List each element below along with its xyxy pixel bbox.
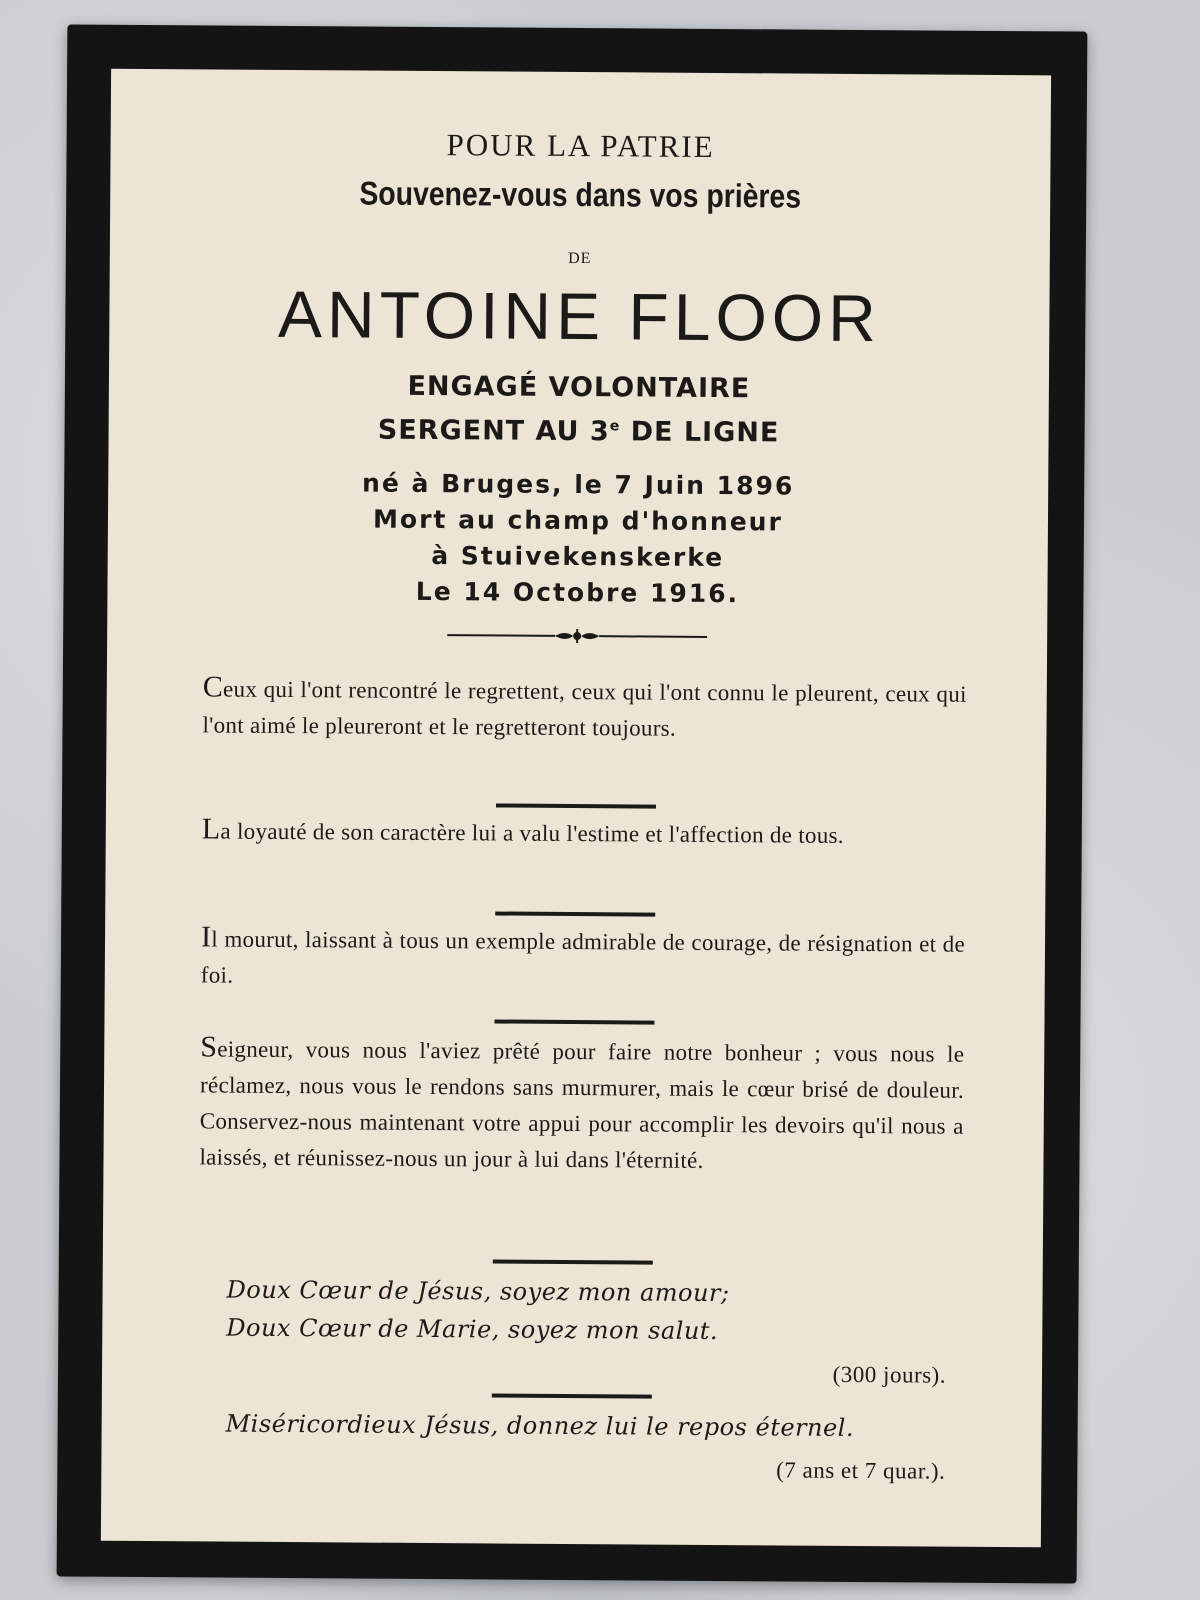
paragraph-3-initial: I — [200, 920, 212, 954]
ornament-divider — [447, 627, 707, 645]
card-inner — [101, 69, 1051, 1548]
born-line: né à Bruges, le 7 Juin 1896 — [362, 468, 795, 501]
divider-rule — [493, 1259, 653, 1264]
memorial-card — [57, 24, 1088, 1583]
indulgence-2: (7 ans et 7 quar.). — [776, 1457, 946, 1484]
rank-line-1: ENGAGÉ VOLONTAIRE — [407, 370, 751, 405]
paragraph-4 — [199, 1029, 964, 1180]
paragraph-2 — [202, 811, 966, 854]
paragraph-4-initial: S — [200, 1030, 218, 1064]
prayer-line-3: Miséricordieux Jésus, donnez lui le repos éternel. — [225, 1409, 855, 1442]
died-place: à Stuivekenskerke — [431, 541, 725, 573]
paragraph-3-text: l mourut, laissant à tous un exemple admirable de courage, de résignation et de foi. — [200, 926, 966, 988]
paragraph-1-text: eux qui l'ont rencontré le regrettent, ceux qui l'ont connu le pleurent, ceux qui l'ont aimé le pleureront et le regretteront toujours. — [202, 676, 967, 741]
paragraph-2-text: a loyauté de son caractère lui a valu l'estime et l'affection de tous. — [220, 818, 844, 848]
died-line: Mort au champ d'honneur — [373, 504, 783, 537]
paragraph-4-text: eigneur, vous nous l'aviez prêté pour faire notre bonheur ; vous nous le réclamez, nous vous le rendons sans murmurer, mais le cœur brisé de douleur. Conservez-nous maintenant votre appui pour accomplir les devoirs qu'il nous a laissés, et réunissez-nous un jour à lui dans l'éternité. — [199, 1036, 965, 1173]
rank-line-2 — [109, 413, 1049, 451]
divider-rule — [495, 911, 655, 916]
deceased-name: ANTOINE FLOOR — [277, 276, 882, 356]
rank-line-2-before: SERGENT AU 3 — [377, 414, 610, 448]
header-patrie: POUR LA PATRIE — [446, 127, 715, 164]
divider-rule — [496, 803, 656, 808]
paragraph-1-initial: C — [202, 670, 224, 704]
divider-rule — [492, 1393, 652, 1398]
indulgence-1: (300 jours). — [832, 1361, 947, 1388]
died-date: Le 14 Octobre 1916. — [415, 576, 740, 609]
header-souvenez: Souvenez-vous dans vos prières — [359, 174, 802, 215]
prayer-line-2: Doux Cœur de Marie, soyez mon salut. — [226, 1313, 719, 1346]
rank-line-2-after: DE LIGNE — [620, 416, 780, 449]
header-de: DE — [568, 249, 592, 268]
rank-line-2-sup: e — [609, 418, 621, 435]
divider-rule — [494, 1019, 654, 1024]
prayer-line-1: Doux Cœur de Jésus, soyez mon amour; — [226, 1275, 730, 1308]
paragraph-1 — [202, 669, 966, 748]
paragraph-3 — [201, 919, 965, 998]
paragraph-2-initial: L — [201, 812, 221, 846]
